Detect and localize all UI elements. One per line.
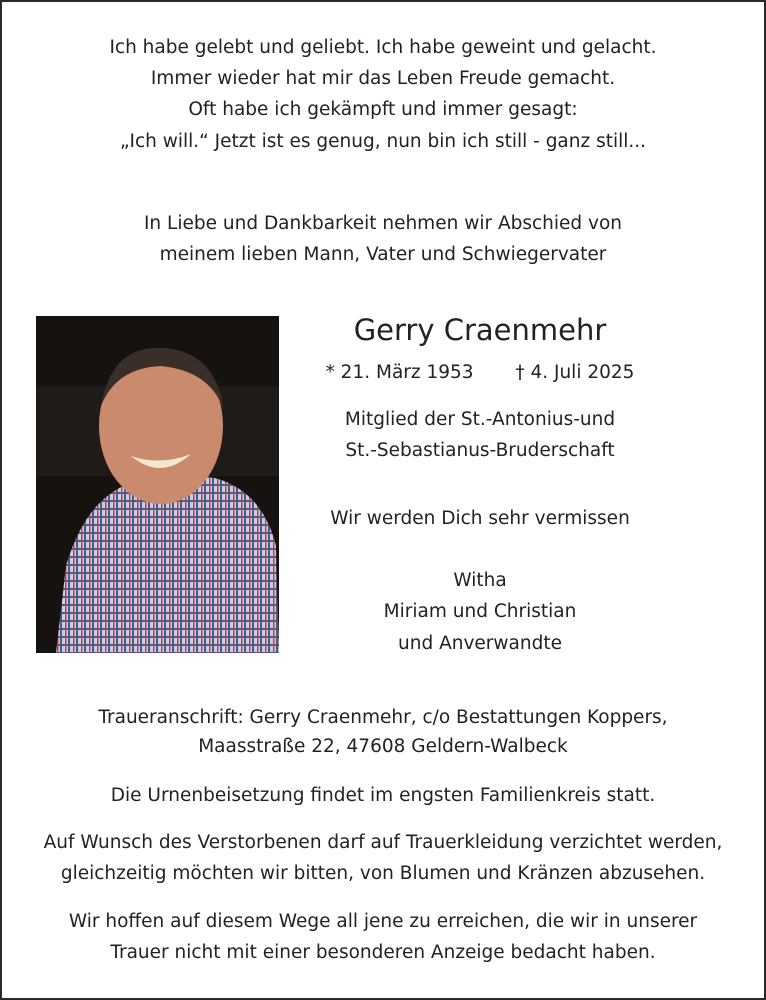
life-dates [300, 361, 660, 385]
portrait-photo [36, 316, 279, 653]
farewell-text: Wir werden Dich sehr vermissen [330, 508, 630, 529]
burial-note: Die Urnenbeisetzung findet im engsten Familienkreis statt. [110, 785, 656, 806]
poem-line: Immer wieder hat mir das Leben Freude gemacht. [150, 68, 616, 89]
wish-note: Auf Wunsch des Verstorbenen darf auf Trauerkleidung verzichtet werden, [43, 832, 723, 853]
mourner: und Anverwandte [398, 633, 562, 654]
intro-line: meinem lieben Mann, Vater und Schwiegervater [159, 244, 607, 265]
poem-line: Oft habe ich gekämpft und immer gesagt: [188, 99, 578, 120]
address-line: Traueranschrift: Gerry Craenmehr, c/o Bestattungen Koppers, [98, 707, 668, 728]
birth-date: * 21. März 1953 [325, 362, 474, 383]
poem-line: „Ich will.“ Jetzt ist es genug, nun bin ich still - ganz still... [119, 131, 647, 152]
membership-line: St.-Sebastianus-Bruderschaft [345, 440, 615, 461]
intro-line: In Liebe und Dankbarkeit nehmen wir Abschied von [143, 213, 623, 234]
mourner: Miriam und Christian [383, 601, 577, 622]
closing-note: Wir hoffen auf diesem Wege all jene zu erreichen, die wir in unserer [68, 911, 698, 932]
membership-line: Mitglied der St.-Antonius-und [344, 409, 616, 430]
deceased-name: Gerry Craenmehr [353, 313, 607, 347]
mourner: Witha [453, 570, 507, 591]
address-line: Maasstraße 22, 47608 Geldern-Walbeck [198, 736, 568, 757]
poem-line: Ich habe gelebt und geliebt. Ich habe geweint und gelacht. [109, 37, 657, 58]
closing-note: Trauer nicht mit einer besonderen Anzeige bedacht haben. [110, 942, 656, 963]
death-date: † 4. Juli 2025 [515, 362, 635, 383]
wish-note: gleichzeitig möchten wir bitten, von Blumen und Kränzen abzusehen. [60, 863, 706, 884]
